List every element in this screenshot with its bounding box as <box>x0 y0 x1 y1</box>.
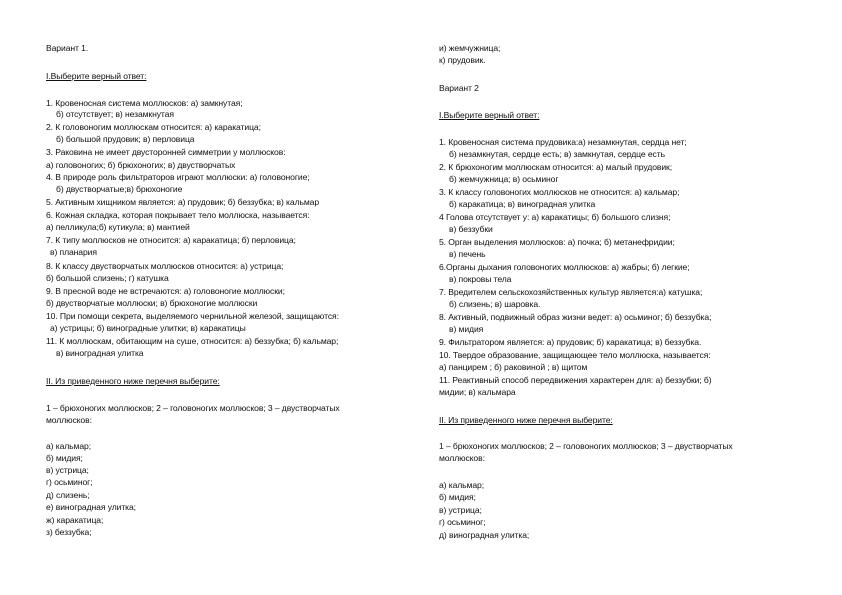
question-4-options: б) двустворчатые;в) брюхоногие <box>56 184 183 194</box>
question-11-options: мидии; в) кальмара <box>439 387 516 397</box>
question-3-options: а) головоногих; б) брюхоногих; в) двустворчатых <box>46 160 236 170</box>
question-4-options: в) беззубки <box>449 224 493 234</box>
categories-line-2: моллюсков: <box>439 453 485 463</box>
variant-1-title: Вариант 1. <box>46 43 89 53</box>
categories-line-2: моллюсков: <box>46 415 92 425</box>
list-item: а) кальмар; <box>439 480 485 490</box>
question-6: 6. Кожная складка, которая покрывает тело моллюска, называется: <box>46 210 310 220</box>
question-1-options: б) незамкнутая, сердце есть; в) замкнутая, сердце есть <box>449 149 665 159</box>
list-item: з) беззубка; <box>46 527 92 537</box>
question-8-options: в) мидия <box>449 324 484 334</box>
categories-line-1: 1 – брюхоногих моллюсков; 2 – головоногих моллюсков; 3 – двустворчатых <box>46 403 340 413</box>
list-item: г) осьминог; <box>439 517 486 527</box>
list-item: и) жемчужница; <box>439 43 501 53</box>
question-5-options: в) печень <box>449 249 486 259</box>
list-item: а) кальмар; <box>46 441 92 451</box>
list-item: в) устрица; <box>46 465 89 475</box>
question-10-options: а) устрицы; б) виноградные улитки; в) каракатицы <box>50 323 246 333</box>
question-10-options: а) панцирем ; б) раковиной ; в) щитом <box>439 362 588 372</box>
question-2-options: б) жемчужница; в) осьминог <box>449 174 559 184</box>
question-3-options: б) каракатица; в) виноградная улитка <box>449 199 596 209</box>
question-2-options: б) большой прудовик; в) перловица <box>56 134 195 144</box>
question-8-options: б) большой слизень; г) катушка <box>46 273 169 283</box>
question-10: 10. Твердое образование, защищающее тело моллюска, называется: <box>439 350 711 360</box>
variant-2-title: Вариант 2 <box>439 83 479 93</box>
question-10: 10. При помощи секрета, выделяемого чернильной железой, защищаются: <box>46 311 339 321</box>
question-3: 3. К классу головоногих моллюсков не относится: а) кальмар; <box>439 187 680 197</box>
list-item: б) мидия; <box>439 492 476 502</box>
question-11-options: в) виноградная улитка <box>56 348 144 358</box>
question-6: 6.Органы дыхания головоногих моллюсков: а) жабры; б) легкие; <box>439 262 690 272</box>
list-item: д) слизень; <box>46 490 90 500</box>
list-item: б) мидия; <box>46 453 83 463</box>
list-item: к) прудовик. <box>439 55 486 65</box>
question-7-options: б) слизень; в) шаровка. <box>449 299 541 309</box>
question-1: 1. Кровеносная система прудовика:а) незамкнутая, сердца нет; <box>439 137 687 147</box>
question-2: 2. К брюхоногим моллюскам относится: а) малый прудовик; <box>439 162 672 172</box>
question-1: 1. Кровеносная система моллюсков: а) замкнутая; <box>46 98 243 108</box>
section-1-title: I.Выберите верный ответ: <box>46 71 147 81</box>
list-item: е) виноградная улитка; <box>46 502 136 512</box>
list-item: в) устрица; <box>439 505 482 515</box>
question-9-options: б) двустворчатые моллюски; в) брюхоногие моллюски <box>46 298 258 308</box>
question-11: 11. К моллюскам, обитающим на суше, относится: а) беззубка; б) кальмар; <box>46 336 339 346</box>
question-4: 4. В природе роль фильтраторов играют моллюски: а) головоногие; <box>46 172 310 182</box>
question-6-options: в) покровы тела <box>449 274 512 284</box>
question-3: 3. Раковина не имеет двусторонней симметрии у моллюсков: <box>46 147 286 157</box>
categories-line-1: 1 – брюхоногих моллюсков; 2 – головоногих моллюсков; 3 – двустворчатых <box>439 441 733 451</box>
question-7: 7. Вредителем сельскохозяйственных культур является:а) катушка; <box>439 287 703 297</box>
question-8: 8. Активный, подвижный образ жизни ведет: а) осьминог; б) беззубка; <box>439 312 712 322</box>
question-7-options: в) планария <box>50 247 97 257</box>
question-9: 9. Фильтратором является: а) прудовик; б) каракатица; в) беззубка. <box>439 337 702 347</box>
list-item: д) виноградная улитка; <box>439 530 530 540</box>
question-8: 8. К классу двустворчатых моллюсков относится: а) устрица; <box>46 261 284 271</box>
section-2-title: II. Из приведенного ниже перечня выберите: <box>46 376 220 386</box>
question-5: 5. Орган выделения моллюсков: а) почка; б) метанефридии; <box>439 237 675 247</box>
list-item: г) осьминог; <box>46 477 93 487</box>
list-item: ж) каракатица; <box>46 515 104 525</box>
question-9: 9. В пресной воде не встречаются: а) головоногие моллюски; <box>46 286 285 296</box>
question-2: 2. К головоногим моллюскам относится: а) каракатица; <box>46 122 261 132</box>
question-11: 11. Реактивный способ передвижения характерен для: а) беззубки; б) <box>439 375 712 385</box>
question-5: 5. Активным хищником является: а) прудовик; б) беззубка; в) кальмар <box>46 197 320 207</box>
section-2-title: II. Из приведенного ниже перечня выберите: <box>439 415 613 425</box>
question-7: 7. К типу моллюсков не относится: а) каракатица; б) перловица; <box>46 235 296 245</box>
section-1-title: I.Выберите верный ответ: <box>439 110 540 120</box>
question-1-options: б) отсутствует; в) незамкнутая <box>56 109 174 119</box>
question-6-options: а) пелликула;б) кутикула; в) мантией <box>46 222 190 232</box>
question-4: 4 Голова отсутствует у: а) каракатицы; б) большого слизня; <box>439 212 671 222</box>
